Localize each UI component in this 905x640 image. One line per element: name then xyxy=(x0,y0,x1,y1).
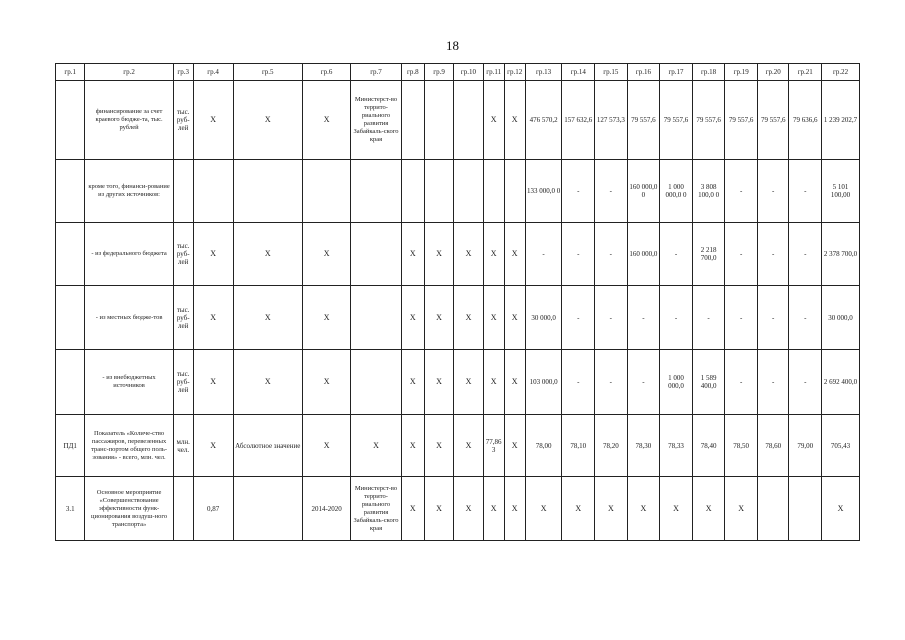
table-cell: - xyxy=(789,223,822,286)
table-cell: X xyxy=(504,81,525,160)
column-header: гр.14 xyxy=(562,64,595,81)
table-cell: X xyxy=(193,415,233,477)
table-cell xyxy=(351,286,401,350)
table-cell: - xyxy=(595,223,628,286)
table-cell xyxy=(173,477,193,541)
table-cell xyxy=(233,160,302,223)
table-cell: X xyxy=(424,415,453,477)
table-row xyxy=(56,223,860,286)
column-header: гр.8 xyxy=(401,64,424,81)
table-cell: X xyxy=(424,350,453,415)
table-cell: X xyxy=(627,477,660,541)
table-cell: 2014-2020 xyxy=(302,477,350,541)
table-cell: - xyxy=(595,160,628,223)
column-header: гр.16 xyxy=(627,64,660,81)
column-header: гр.10 xyxy=(454,64,483,81)
table-cell: - xyxy=(725,350,758,415)
table-cell: 2 378 700,0 xyxy=(822,223,860,286)
table-cell: Министерст-во террито-риального развития Забайкаль-ского края xyxy=(351,81,401,160)
table-cell: 79 557,6 xyxy=(660,81,693,160)
table-cell xyxy=(233,477,302,541)
table-cell: - xyxy=(627,350,660,415)
table-cell: - xyxy=(562,286,595,350)
column-header: гр.21 xyxy=(789,64,822,81)
column-header: гр.9 xyxy=(424,64,453,81)
budget-table xyxy=(55,63,860,541)
table-cell: X xyxy=(233,286,302,350)
table-cell xyxy=(401,81,424,160)
table-cell: 127 573,3 xyxy=(595,81,628,160)
table-cell: X xyxy=(504,350,525,415)
table-cell: 78,40 xyxy=(692,415,725,477)
table-cell: - xyxy=(789,160,822,223)
table-cell xyxy=(56,286,85,350)
table-cell: - xyxy=(757,223,789,286)
table-cell: 1 000 000,0 xyxy=(660,350,693,415)
table-cell: - xyxy=(525,223,562,286)
table-cell: 78,50 xyxy=(725,415,758,477)
table-cell: X xyxy=(483,81,504,160)
table-cell: 5 101 100,00 xyxy=(822,160,860,223)
table-cell: X xyxy=(454,350,483,415)
table-cell: - xyxy=(789,286,822,350)
table-cell: 160 000,0 0 xyxy=(627,160,660,223)
table-cell: тыс. руб-лей xyxy=(173,81,193,160)
table-cell: - xyxy=(562,223,595,286)
table-cell: - xyxy=(660,223,693,286)
table-cell xyxy=(56,81,85,160)
table-cell: 79,00 xyxy=(789,415,822,477)
table-cell: 1 589 400,0 xyxy=(692,350,725,415)
table-cell: X xyxy=(302,415,350,477)
table-cell: X xyxy=(595,477,628,541)
table-cell: 3 808 100,0 0 xyxy=(692,160,725,223)
table-cell: X xyxy=(483,477,504,541)
table-cell xyxy=(302,160,350,223)
table-cell xyxy=(173,160,193,223)
table-cell xyxy=(757,477,789,541)
column-header: гр.3 xyxy=(173,64,193,81)
table-cell: тыс. руб-лей xyxy=(173,286,193,350)
table-cell xyxy=(454,81,483,160)
table-cell: X xyxy=(504,477,525,541)
table-cell: X xyxy=(660,477,693,541)
table-cell: 30 000,0 xyxy=(822,286,860,350)
table-cell: X xyxy=(424,223,453,286)
column-header: гр.2 xyxy=(85,64,173,81)
table-cell xyxy=(401,160,424,223)
table-cell: X xyxy=(193,81,233,160)
table-cell: 1 000 000,0 0 xyxy=(660,160,693,223)
table-cell: X xyxy=(424,286,453,350)
table-cell: - xyxy=(725,286,758,350)
table-cell: X xyxy=(401,415,424,477)
table-cell: - xyxy=(595,286,628,350)
page-number: 18 xyxy=(446,38,459,53)
table-row xyxy=(56,81,860,160)
table-cell: кроме того, финанси-рование из других источников: xyxy=(85,160,173,223)
table-cell: 77,86 3 xyxy=(483,415,504,477)
table-cell: Министерст-во террито-риального развития Забайкаль-ского края xyxy=(351,477,401,541)
table-cell: 2 692 400,0 xyxy=(822,350,860,415)
table-row xyxy=(56,350,860,415)
table-cell: 160 000,0 xyxy=(627,223,660,286)
table-cell: X xyxy=(302,350,350,415)
table-cell xyxy=(351,350,401,415)
table-cell: 103 000,0 xyxy=(525,350,562,415)
table-cell xyxy=(504,160,525,223)
table-cell xyxy=(193,160,233,223)
table-cell: 1 239 202,7 xyxy=(822,81,860,160)
table-cell: 30 000,0 xyxy=(525,286,562,350)
table-cell: X xyxy=(424,477,453,541)
table-cell: 78,30 xyxy=(627,415,660,477)
table-row xyxy=(56,477,860,541)
table-cell: X xyxy=(454,223,483,286)
table-cell: X xyxy=(302,286,350,350)
table-cell: тыс. руб-лей xyxy=(173,223,193,286)
table-cell: Абсолютное значение xyxy=(233,415,302,477)
table-cell: - xyxy=(692,286,725,350)
table-cell: 78,33 xyxy=(660,415,693,477)
table-cell: - xyxy=(757,350,789,415)
table-cell: - xyxy=(562,350,595,415)
table-cell: X xyxy=(562,477,595,541)
table-cell: 705,43 xyxy=(822,415,860,477)
table-row xyxy=(56,415,860,477)
table-cell: 78,10 xyxy=(562,415,595,477)
table-cell xyxy=(424,81,453,160)
table-cell: X xyxy=(302,223,350,286)
table-cell: 2 218 700,0 xyxy=(692,223,725,286)
table-cell: X xyxy=(504,415,525,477)
table-cell xyxy=(424,160,453,223)
table-cell: X xyxy=(454,415,483,477)
table-cell: X xyxy=(401,286,424,350)
table-cell: X xyxy=(454,477,483,541)
column-header: гр.1 xyxy=(56,64,85,81)
column-header: гр.11 xyxy=(483,64,504,81)
table-cell xyxy=(351,160,401,223)
table-cell: 79 636,6 xyxy=(789,81,822,160)
table-cell: X xyxy=(233,223,302,286)
table-cell: 133 000,0 0 xyxy=(525,160,562,223)
table-cell: X xyxy=(483,350,504,415)
table-cell: 79 557,6 xyxy=(692,81,725,160)
table-cell: - xyxy=(757,286,789,350)
column-header: гр.6 xyxy=(302,64,350,81)
table-cell: - из федерального бюджета xyxy=(85,223,173,286)
table-cell: Показатель «Количе-ство пассажиров, перевезенных транс-портом общего поль-зования» - всего, млн. чел. xyxy=(85,415,173,477)
table-cell: 78,00 xyxy=(525,415,562,477)
table-cell: X xyxy=(401,477,424,541)
column-header: гр.13 xyxy=(525,64,562,81)
table-cell xyxy=(56,223,85,286)
column-header: гр.15 xyxy=(595,64,628,81)
table-body xyxy=(56,81,860,541)
table-cell: 476 570,2 xyxy=(525,81,562,160)
column-header: гр.18 xyxy=(692,64,725,81)
table-cell xyxy=(351,223,401,286)
table-cell: - xyxy=(725,160,758,223)
table-cell: X xyxy=(351,415,401,477)
table-cell: X xyxy=(483,286,504,350)
table-cell: - из внебюджетных источников xyxy=(85,350,173,415)
table-cell: - xyxy=(627,286,660,350)
table-cell: X xyxy=(302,81,350,160)
table-cell: X xyxy=(483,223,504,286)
column-header: гр.4 xyxy=(193,64,233,81)
table-cell: - xyxy=(757,160,789,223)
column-header: гр.19 xyxy=(725,64,758,81)
table-cell: X xyxy=(401,350,424,415)
table-cell: X xyxy=(692,477,725,541)
header-row xyxy=(56,64,860,81)
table-cell: - xyxy=(789,350,822,415)
table-cell: финансирование за счет краевого бюдже-та, тыс. рублей xyxy=(85,81,173,160)
table-cell: X xyxy=(725,477,758,541)
table-cell: 157 632,6 xyxy=(562,81,595,160)
table-cell xyxy=(56,160,85,223)
table-cell xyxy=(483,160,504,223)
column-header: гр.7 xyxy=(351,64,401,81)
table-cell: 79 557,6 xyxy=(627,81,660,160)
table-cell: X xyxy=(525,477,562,541)
table-cell: - xyxy=(562,160,595,223)
table-cell: - из местных бюдже-тов xyxy=(85,286,173,350)
table-cell: ПД1 xyxy=(56,415,85,477)
table-cell: - xyxy=(725,223,758,286)
table-cell: X xyxy=(454,286,483,350)
table-cell: 3.1 xyxy=(56,477,85,541)
table-cell: X xyxy=(822,477,860,541)
table-cell: X xyxy=(233,81,302,160)
table-cell: X xyxy=(193,286,233,350)
column-header: гр.5 xyxy=(233,64,302,81)
table-cell: X xyxy=(233,350,302,415)
table-cell xyxy=(454,160,483,223)
table-cell: 78,20 xyxy=(595,415,628,477)
column-header: гр.20 xyxy=(757,64,789,81)
table-cell: X xyxy=(193,350,233,415)
table-cell: - xyxy=(660,286,693,350)
table-cell: X xyxy=(193,223,233,286)
table-row xyxy=(56,160,860,223)
column-header: гр.17 xyxy=(660,64,693,81)
table-cell: X xyxy=(504,223,525,286)
column-header: гр.22 xyxy=(822,64,860,81)
table-cell: тыс. руб-лей xyxy=(173,350,193,415)
table-cell: 79 557,6 xyxy=(757,81,789,160)
table-cell xyxy=(56,350,85,415)
table-cell: - xyxy=(595,350,628,415)
table-cell: млн. чел. xyxy=(173,415,193,477)
column-header: гр.12 xyxy=(504,64,525,81)
table-row xyxy=(56,286,860,350)
table-cell xyxy=(789,477,822,541)
table-cell: 78,60 xyxy=(757,415,789,477)
table-cell: 79 557,6 xyxy=(725,81,758,160)
table-cell: X xyxy=(401,223,424,286)
table-cell: Основное мероприятие «Совершенствование эффективности функ-ционирования воздуш-ного транспорта» xyxy=(85,477,173,541)
table-cell: X xyxy=(504,286,525,350)
table-cell: 0,87 xyxy=(193,477,233,541)
